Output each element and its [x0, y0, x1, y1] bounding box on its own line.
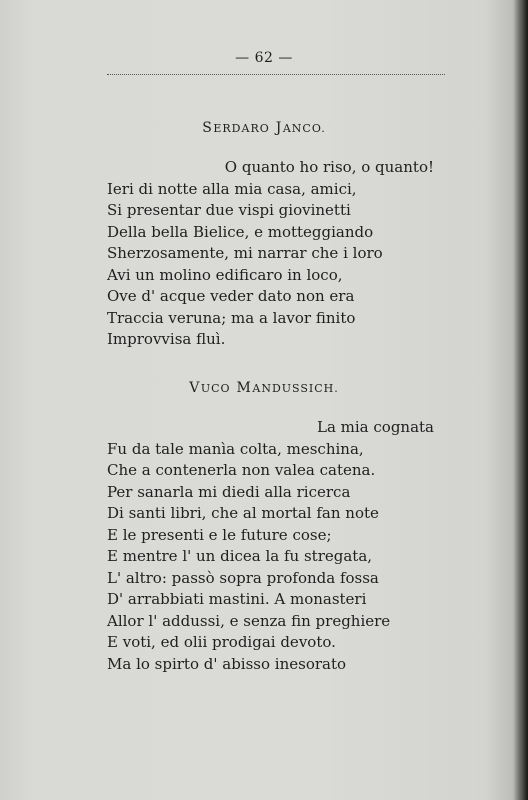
verse-line: E mentre l' un dicea la fu stregata, — [107, 547, 373, 565]
verse-opening-line: La mia cognata — [316, 418, 434, 436]
speaker-initial: J — [275, 120, 283, 136]
speaker-name-rest: UCO — [200, 382, 231, 395]
speaker-initial: M — [236, 380, 253, 396]
verse-line: Traccia veruna; ma a lavor finito — [107, 308, 356, 327]
verse-line: Ma lo spirto d' abisso inesorato — [107, 654, 347, 673]
page-number: — 62 — — [235, 50, 293, 66]
speaker-name-rest: ERDARO — [213, 122, 270, 135]
verse-line: D' arrabbiati mastini. A monasteri — [107, 590, 367, 608]
verse-block — [107, 157, 467, 351]
verse-line: Che a contenerla non valea catena. — [107, 461, 376, 479]
verse-line: Ove d' acque veder dato non era — [107, 287, 355, 305]
speaker-heading — [0, 120, 528, 136]
verse-line: L' altro: passò sopra profonda fossa — [107, 568, 379, 587]
speaker-heading — [0, 380, 528, 396]
verse-line: Avi un molino edificaro in loco, — [107, 265, 343, 284]
verse-line: E le presenti e le future cose; — [107, 525, 332, 544]
verse-opening-line: O quanto ho riso, o quanto! — [224, 158, 434, 176]
verse-line: Sherzosamente, mi narrar che i loro — [107, 244, 383, 262]
verse-line: Improvvisa fluì. — [107, 330, 226, 348]
speaker-initial: S — [202, 120, 214, 136]
verse-line: E voti, ed olii prodigai devoto. — [107, 633, 336, 651]
verse-line: Della bella Bielice, e motteggiando — [107, 222, 374, 241]
speaker-initial: V — [189, 380, 201, 396]
verse-block — [107, 417, 467, 675]
verse-line: Per sanarla mi diedi alla ricerca — [107, 482, 351, 501]
header-rule — [107, 74, 445, 75]
verse-line: Ieri di notte alla mia casa, amici, — [107, 179, 357, 198]
verse-line: Si presentar due vispi giovinetti — [107, 201, 351, 219]
speaker-name-rest: ANCO. — [282, 122, 326, 135]
verse-line: Allor l' addussi, e senza fin preghiere — [107, 611, 391, 630]
verse-line: Di santi libri, che al mortal fan note — [107, 504, 379, 522]
verse-line: Fu da tale manìa colta, meschina, — [107, 439, 364, 458]
speaker-name-rest: ANDUSSICH. — [252, 382, 339, 395]
